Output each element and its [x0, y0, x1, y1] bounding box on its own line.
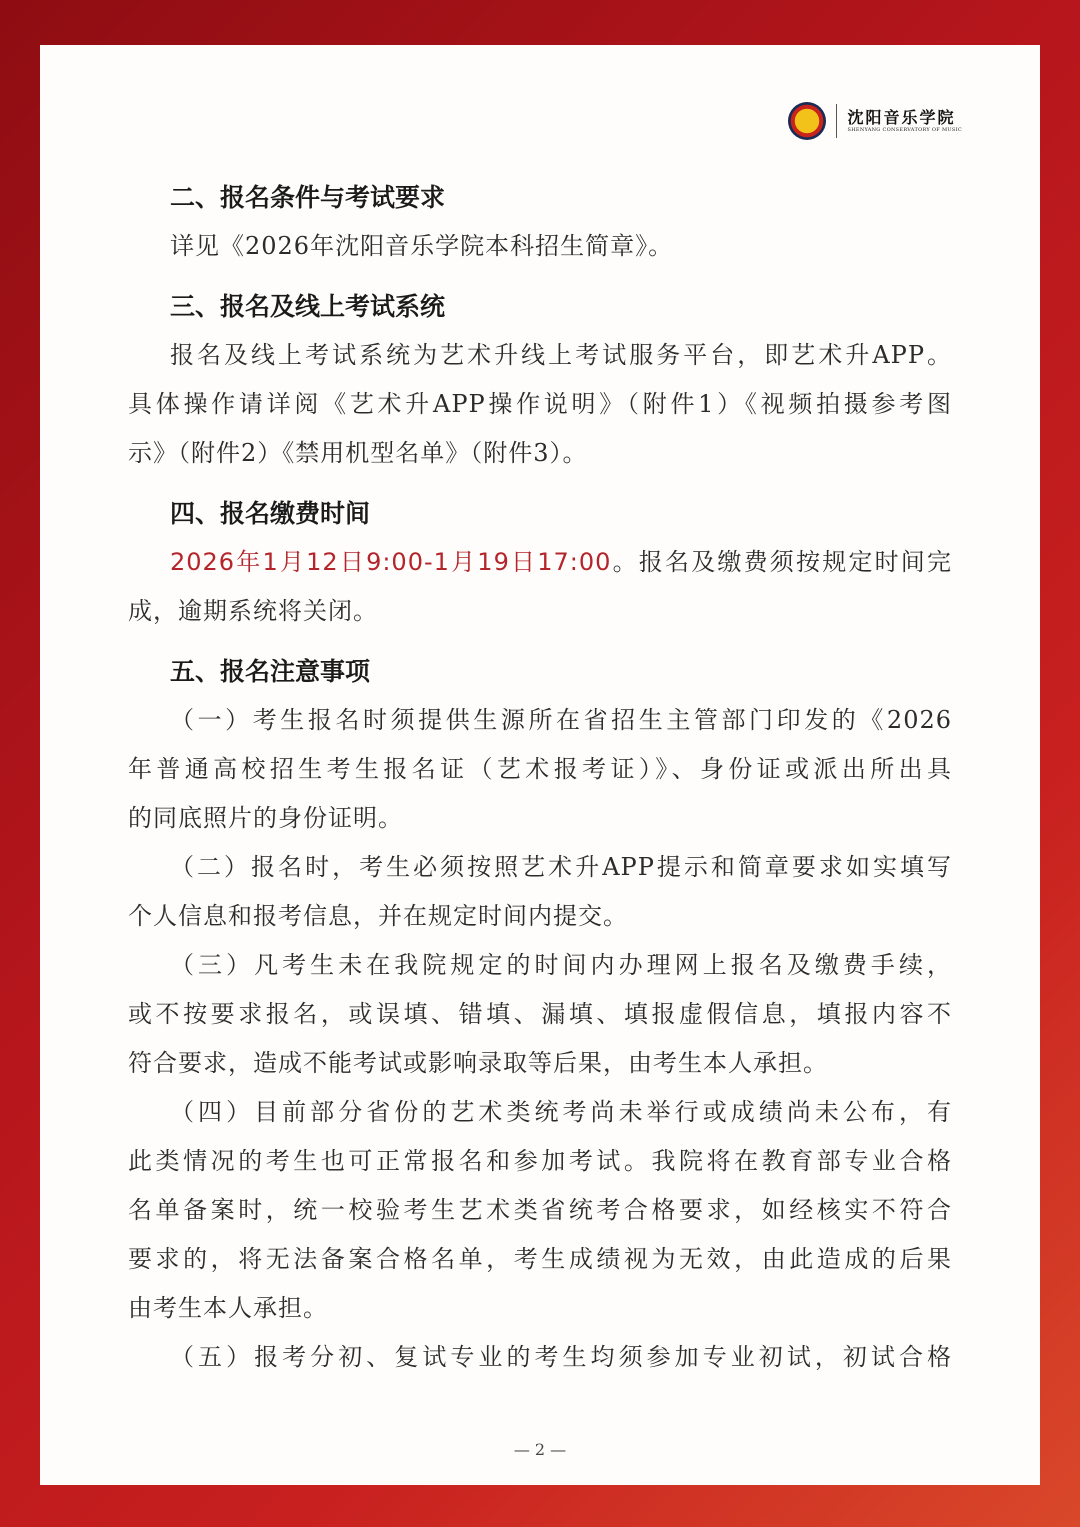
line-text: 报名及线上考试系统为艺术升线上考试服务平台，即艺术升APP。: [170, 341, 952, 369]
school-logo: [788, 102, 962, 140]
paragraph-line: [128, 941, 952, 990]
registration-period: 2026年1月12日9:00-1月19日17:00: [170, 548, 612, 576]
line-text: 示》（附件2）《禁用机型名单》（附件3）。: [128, 439, 588, 467]
paragraph-line: [128, 380, 952, 429]
line-text: 此类情况的考生也可正常报名和参加考试。我院将在教育部专业合格: [128, 1147, 952, 1175]
paragraph-line: [128, 538, 952, 587]
paragraph-line: [128, 745, 952, 794]
paragraph-line: [128, 892, 952, 941]
paragraph-line: [128, 1039, 952, 1088]
line-text: （三）凡考生未在我院规定的时间内办理网上报名及缴费手续，: [170, 951, 952, 979]
document-page: [40, 45, 1040, 1485]
line-text: 符合要求，造成不能考试或影响录取等后果，由考生本人承担。: [128, 1049, 828, 1077]
line-text: 。报名及缴费须按规定时间完: [611, 548, 952, 576]
paragraph-line: [128, 1333, 952, 1382]
paragraph-line: [128, 696, 952, 745]
paragraph-line: [128, 990, 952, 1039]
line-text: （四）目前部分省份的艺术类统考尚未举行或成绩尚未公布，有: [170, 1098, 952, 1126]
line-text: 详见《2026年沈阳音乐学院本科招生简章》。: [170, 232, 674, 260]
section-heading: 二、报名条件与考试要求: [170, 183, 446, 212]
document-body: [128, 173, 952, 1382]
paragraph-line: [128, 794, 952, 843]
line-text: 个人信息和报考信息，并在规定时间内提交。: [128, 902, 628, 930]
logo-name: 沈阳音乐学院: [847, 108, 956, 127]
paragraph-line: [128, 331, 952, 380]
section-heading: 四、报名缴费时间: [170, 499, 371, 528]
line-text: 要求的，将无法备案合格名单，考生成绩视为无效，由此造成的后果: [128, 1245, 952, 1273]
line-text: 名单备案时，统一校验考生艺术类省统考合格要求，如经核实不符合: [128, 1196, 952, 1224]
line-text: 的同底照片的身份证明。: [128, 804, 403, 832]
line-text: （二）报名时，考生必须按照艺术升APP提示和简章要求如实填写: [170, 853, 952, 881]
school-seal-icon: [788, 102, 826, 140]
paragraph-line: [128, 1088, 952, 1137]
line-text: 年普通高校招生考生报名证（艺术报考证）》、身份证或派出所出具: [128, 755, 952, 783]
line-text: 由考生本人承担。: [128, 1294, 328, 1322]
line-text: 具体操作请详阅《艺术升APP操作说明》（附件1）《视频拍摄参考图: [128, 390, 952, 418]
line-text: （五）报考分初、复试专业的考生均须参加专业初试，初试合格: [170, 1343, 952, 1371]
logo-subtitle: SHENYANG CONSERVATORY OF MUSIC: [847, 127, 962, 133]
page-number: — 2 —: [513, 1440, 567, 1459]
section-heading: 五、报名注意事项: [170, 657, 371, 686]
paragraph-line: [128, 843, 952, 892]
paragraph-line: [128, 429, 952, 478]
paragraph-line: [128, 1235, 952, 1284]
paragraph-line: [128, 1137, 952, 1186]
paragraph-line: [128, 1186, 952, 1235]
paragraph-line: [128, 222, 952, 271]
paragraph-line: [128, 1284, 952, 1333]
paragraph-line: [128, 587, 952, 636]
section-heading: 三、报名及线上考试系统: [170, 292, 446, 321]
line-text: （一）考生报名时须提供生源所在省招生主管部门印发的《2026: [170, 706, 952, 734]
line-text: 或不按要求报名，或误填、错填、漏填、填报虚假信息，填报内容不: [128, 1000, 952, 1028]
line-text: 成，逾期系统将关闭。: [128, 597, 378, 625]
logo-divider: [836, 104, 837, 138]
